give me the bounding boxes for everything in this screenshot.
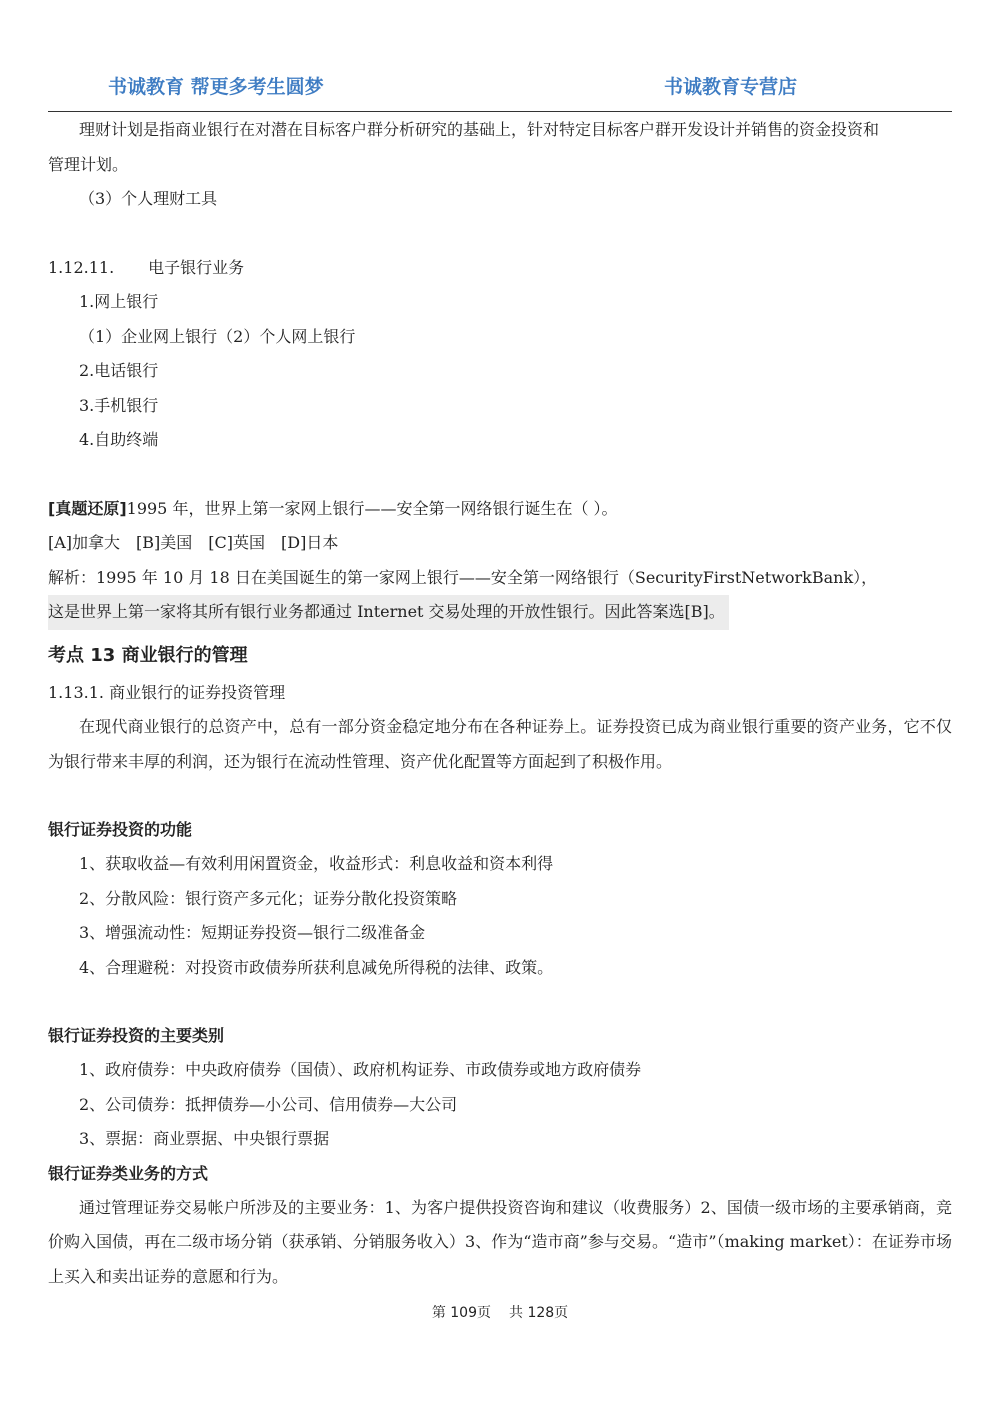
section-13-title: 考点 13 商业银行的管理 [48, 644, 248, 666]
intro-line-2: 管理计划。 [48, 154, 129, 174]
intro-line-1: 理财计划是指商业银行在对潜在目标客户群分析研究的基础上，针对特定目标客户群开发设计并销售的资金投资和 [79, 120, 880, 139]
exam-option-c: [C]英国 [208, 533, 266, 552]
exam-analysis-2: 这是世界上第一家将其所有银行业务都通过 Internet 交易处理的开放性银行。因此答案选[B]。 [48, 595, 729, 630]
exam-analysis-1: 解析：1995 年 10 月 18 日在美国诞生的第一家网上银行——安全第一网络银行（SecurityFirstNetworkBank）， [48, 567, 878, 587]
exam-options [48, 526, 952, 561]
ebank-item: 1.网上银行 [79, 292, 159, 311]
header-divider [48, 111, 952, 112]
methods-title: 银行证券类业务的方式 [48, 1163, 209, 1183]
section-13-paragraph: 在现代商业银行的总资产中，总有一部分资金稳定地分布在各种证券上。证券投资已成为商业银行重要的资产业务，它不仅为银行带来丰厚的利润，还为银行在流动性管理、资产优化配置等方面起到了积极作用。 [48, 717, 952, 771]
ebank-item: 4.自助终端 [79, 430, 159, 449]
functions-item: 2、分散风险：银行资产多元化；证券分散化投资策略 [79, 888, 458, 908]
intro-item-3: （3）个人理财工具 [79, 189, 218, 208]
exam-tag: [真题还原] [48, 498, 127, 518]
ebank-heading [48, 251, 952, 286]
exam-option-b: [B]美国 [136, 533, 193, 552]
categories-item: 3、票据：商业票据、中央银行票据 [79, 1129, 330, 1148]
exam-option-a: [A]加拿大 [48, 533, 121, 552]
exam-option-d: [D]日本 [281, 533, 339, 552]
page-number: 第 109页 [431, 1305, 491, 1321]
page-total: 共 128页 [509, 1305, 569, 1321]
header-left-title: 书诚教育 帮更多考生圆梦 [108, 76, 324, 98]
exam-question [48, 492, 952, 527]
ebank-title: 电子银行业务 [148, 257, 245, 277]
page-footer [0, 1302, 1000, 1322]
ebank-item: 3.手机银行 [79, 395, 159, 415]
categories-item: 2、公司债券：抵押债券—小公司、信用债券—大公司 [79, 1094, 458, 1114]
header-right-title: 书诚教育专营店 [664, 76, 798, 98]
categories-title: 银行证券投资的主要类别 [48, 1026, 225, 1045]
functions-item: 3、增强流动性：短期证券投资—银行二级准备金 [79, 923, 426, 942]
exam-question-text: 1995 年，世界上第一家网上银行——安全第一网络银行诞生在（ ）。 [126, 498, 618, 518]
methods-paragraph: 通过管理证券交易帐户所涉及的主要业务：1、为客户提供投资咨询和建议（收费服务）2、国债一级市场的主要承销商，竞价购入国债，再在二级市场分销（获承销、分销服务收入）3、作为“造市商”参与交易。“造市”（making market）：在证券市场上买入和卖出证券的意愿和行为。 [48, 1197, 952, 1286]
section-13-subtitle: 1.13.1. 商业银行的证券投资管理 [48, 682, 286, 702]
categories-item: 1、政府债券：中央政府债券（国债）、政府机构证券、市政债券或地方政府债券 [79, 1060, 642, 1079]
functions-title: 银行证券投资的功能 [48, 820, 193, 839]
page-content [48, 113, 952, 1294]
ebank-number: 1.12.11. [48, 257, 115, 277]
ebank-item: （1）企业网上银行（2）个人网上银行 [79, 326, 356, 346]
functions-item: 1、获取收益—有效利用闲置资金，收益形式：利息收益和资本利得 [79, 854, 554, 873]
functions-item: 4、合理避税：对投资市政债券所获利息减免所得税的法律、政策。 [79, 957, 554, 977]
ebank-item: 2.电话银行 [79, 361, 159, 380]
